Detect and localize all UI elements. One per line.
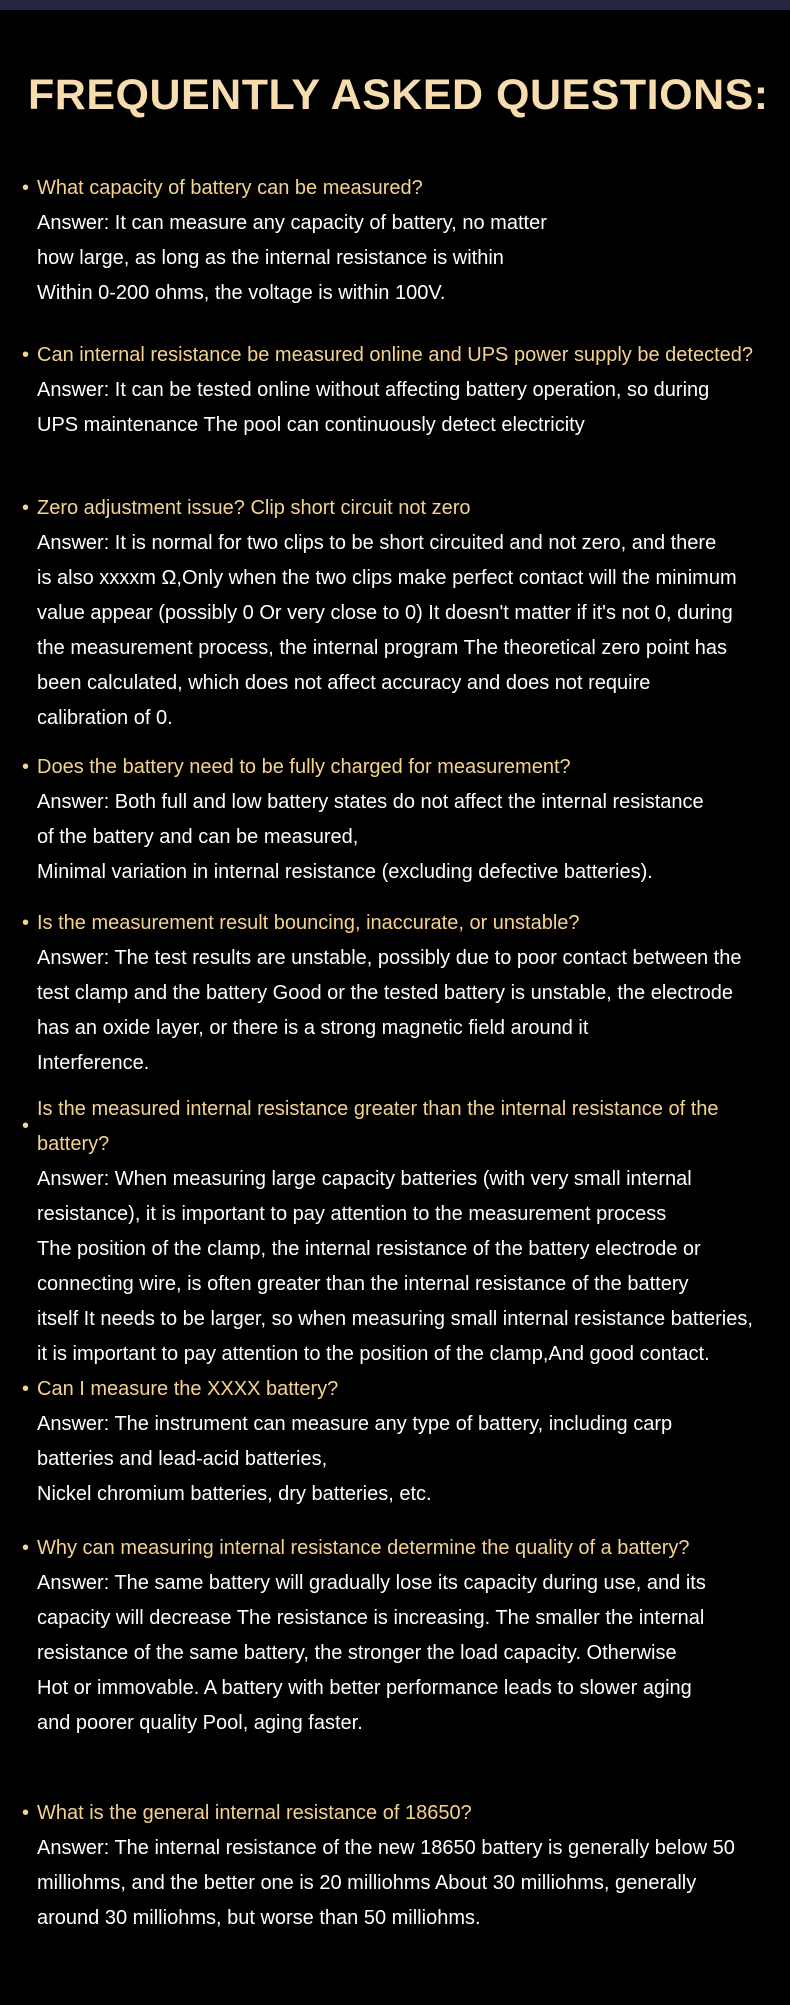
faq-answer: Answer: Both full and low battery states do not affect the internal resistance of the battery and can be measured, Minimal variation in internal resistance (excluding defective batteries). (37, 791, 704, 883)
faq-answer: Answer: When measuring large capacity batteries (with very small internal resistance), it is important to pay attention to the measurement process The position of the clamp, the internal resistance of the battery electrode or connecting wire, is often greater than the internal resistance of the battery itself It needs to be larger, so when measuring small internal resistance batteries, it is important to pay attention to the position of the clamp,And good contact. (37, 1168, 753, 1365)
bullet-icon: • (22, 912, 30, 934)
faq-answer: Answer: It can measure any capacity of battery, no matter how large, as long as the internal resistance is within Within 0-200 ohms, the voltage is within 100V. (37, 212, 547, 304)
faq-question: • Why can measuring internal resistance determine the quality of a battery? (0, 1531, 790, 1566)
faq-question: • What is the general internal resistance of 18650? (0, 1796, 790, 1831)
faq-item-measured-greater (0, 1092, 790, 1372)
faq-item-unstable-result (0, 906, 790, 1081)
bullet-icon: • (22, 1537, 30, 1559)
faq-answer: Answer: The test results are unstable, possibly due to poor contact between the test clamp and the battery Good or the tested battery is unstable, the electrode has an oxide layer, or there is a strong magnetic field around it Interference. (37, 947, 742, 1074)
bullet-icon: • (22, 497, 30, 519)
page-title: FREQUENTLY ASKED QUESTIONS: (28, 71, 769, 119)
faq-question: • Is the measured internal resistance greater than the internal resistance of the battery? (22, 1098, 719, 1155)
faq-item-battery-types (0, 1372, 790, 1512)
faq-answer: Answer: The internal resistance of the new 18650 battery is generally below 50 milliohms, and the better one is 20 milliohms About 30 milliohms, generally around 30 milliohms, but worse than 50 milliohms. (37, 1837, 735, 1929)
faq-question: • Can internal resistance be measured online and UPS power supply be detected? (0, 338, 790, 373)
faq-item-18650 (0, 1796, 790, 1936)
bullet-icon: • (22, 1115, 30, 1137)
faq-item-quality (0, 1531, 790, 1741)
bullet-icon: • (22, 344, 30, 366)
bullet-icon: • (22, 756, 30, 778)
faq-question: • What capacity of battery can be measured? (0, 171, 790, 206)
faq-answer: Answer: It can be tested online without affecting battery operation, so during UPS maintenance The pool can continuously detect electricity (37, 379, 710, 436)
faq-answer: Answer: It is normal for two clips to be short circuited and not zero, and there is also xxxxm Ω,Only when the two clips make perfect contact will the minimum value appear (possibly 0 Or very close to 0) It doesn't matter if it's not 0, during the measurement process, the internal program The theoretical zero point has been calculated, which does not affect accuracy and does not require calibration of 0. (37, 532, 737, 729)
faq-item-online-ups (0, 338, 790, 443)
faq-item-fully-charged (0, 750, 790, 890)
faq-question: • Is the measurement result bouncing, inaccurate, or unstable? (0, 906, 790, 941)
faq-item-zero-adjustment (0, 491, 790, 736)
faq-answer: Answer: The instrument can measure any type of battery, including carp batteries and lead-acid batteries, Nickel chromium batteries, dry batteries, etc. (37, 1413, 673, 1505)
faq-item-capacity (0, 171, 790, 311)
faq-question: • Does the battery need to be fully charged for measurement? (0, 750, 790, 785)
bullet-icon: • (22, 1378, 30, 1400)
bullet-icon: • (22, 177, 30, 199)
top-bar (0, 0, 790, 10)
faq-question: • Zero adjustment issue? Clip short circuit not zero (0, 491, 790, 526)
faq-answer: Answer: The same battery will gradually lose its capacity during use, and its capacity will decrease The resistance is increasing. The smaller the internal resistance of the same battery, the stronger the load capacity. Otherwise Hot or immovable. A battery with better performance leads to slower aging and poorer quality Pool, aging faster. (37, 1572, 706, 1734)
bullet-icon: • (22, 1802, 30, 1824)
faq-question: • Can I measure the XXXX battery? (0, 1372, 790, 1407)
